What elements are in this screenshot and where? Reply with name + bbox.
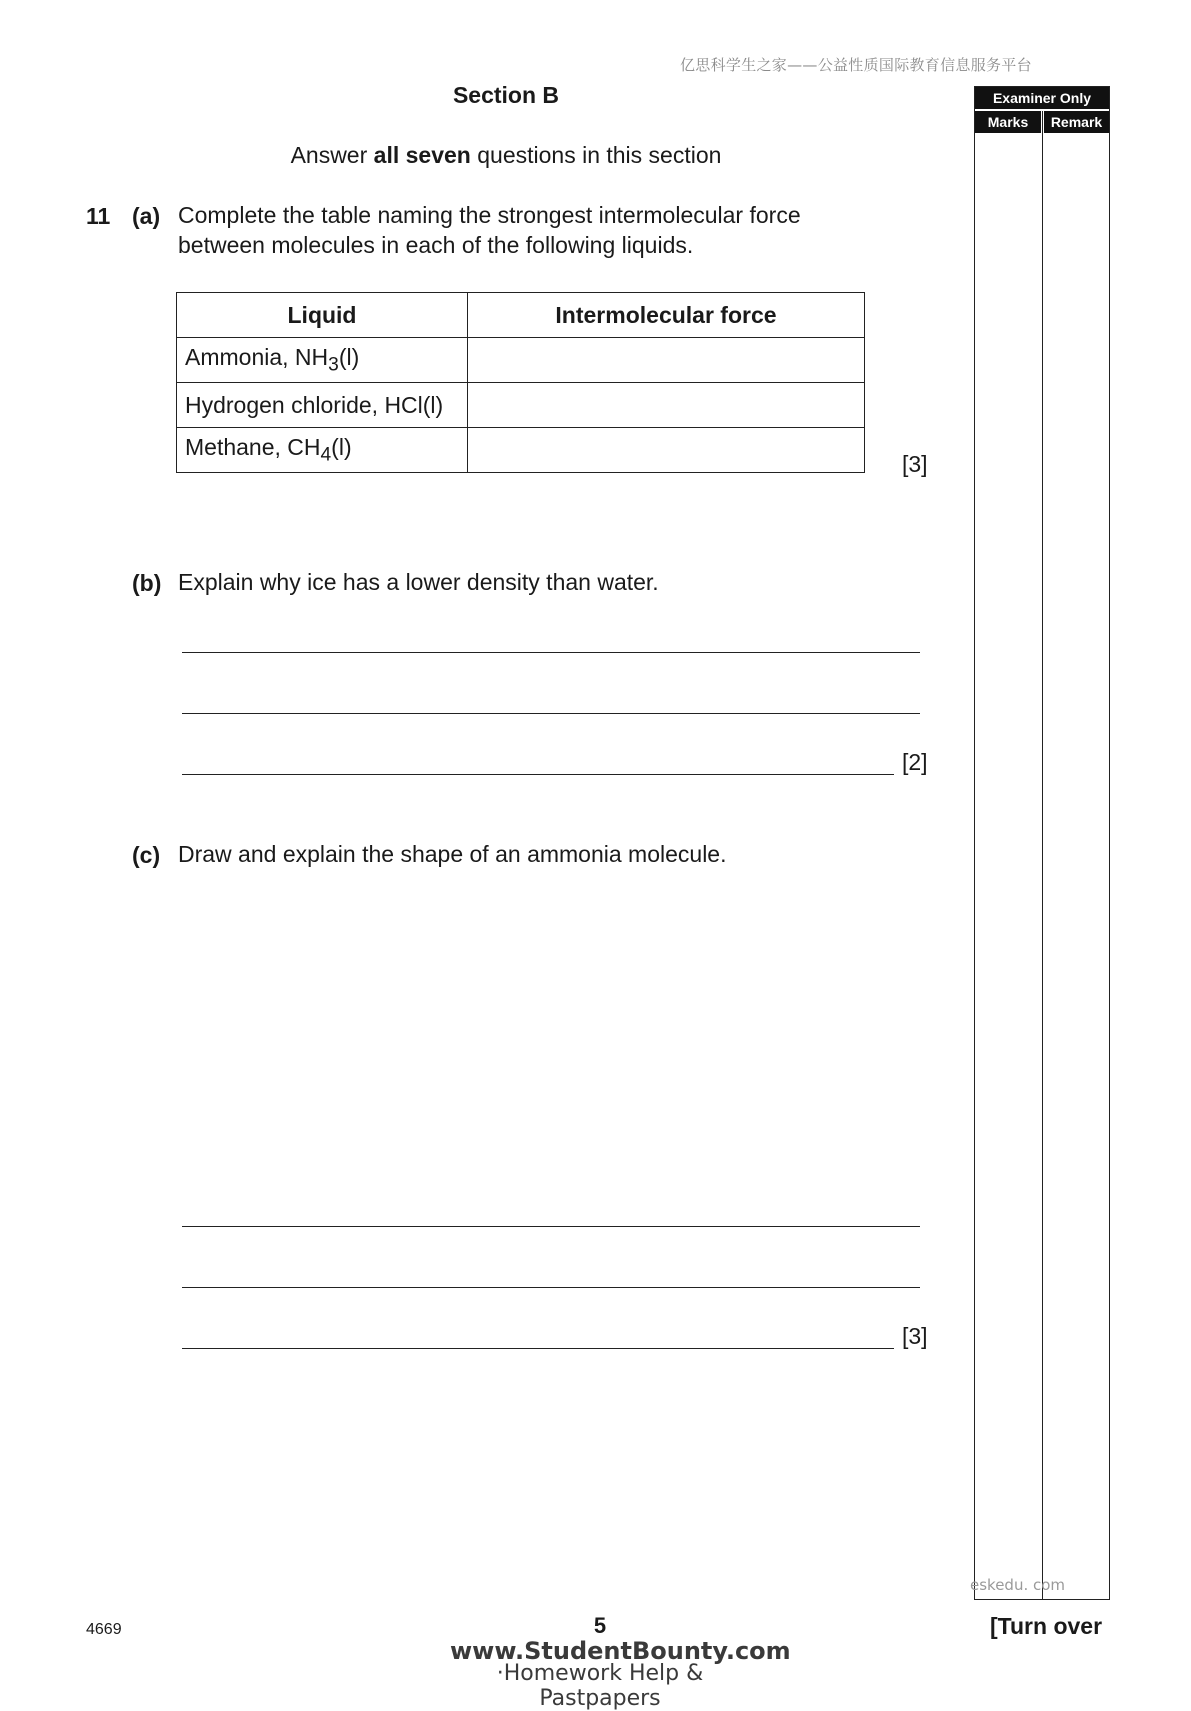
liquid-cell — [177, 338, 468, 383]
answer-cell[interactable] — [468, 428, 865, 473]
part-c-label: (c) — [132, 842, 161, 868]
column-divider — [1042, 111, 1043, 1599]
page-number: 5 — [593, 1613, 607, 1638]
liquid-name: Hydrogen chloride, HCl(l) — [185, 391, 444, 418]
liquid-name: Ammonia, NH — [185, 343, 329, 370]
answer-cell[interactable] — [468, 338, 865, 383]
header-liquid: Liquid — [177, 293, 468, 338]
liquid-cell — [177, 383, 468, 428]
watermark-small: eskedu. com — [970, 1576, 1066, 1594]
answer-cell[interactable] — [468, 383, 865, 428]
answer-line[interactable] — [182, 652, 920, 653]
part-a-line-2: between molecules in each of the following liquids. — [178, 232, 694, 258]
part-c-text: Draw and explain the shape of an ammonia molecule. — [178, 841, 727, 867]
examiner-only-header: Examiner Only — [975, 87, 1109, 109]
question-number: 11 — [86, 203, 111, 229]
answer-line[interactable] — [182, 713, 920, 714]
liquid-subscript: 4 — [320, 444, 332, 466]
examiner-only-box — [974, 86, 1110, 1600]
part-c-marks: [3] — [902, 1323, 928, 1349]
table-header-row — [177, 293, 865, 338]
answer-line[interactable] — [182, 1287, 920, 1288]
part-a-line-1: Complete the table naming the strongest intermolecular force — [178, 202, 801, 228]
part-a-marks: [3] — [902, 451, 928, 477]
answer-line[interactable] — [182, 1226, 920, 1227]
instruction-bold: all seven — [373, 142, 471, 168]
table-row — [177, 428, 865, 473]
table-row — [177, 383, 865, 428]
instruction-text — [200, 142, 812, 169]
studentbounty-url: www.StudentBounty.com — [450, 1637, 791, 1665]
part-b-text: Explain why ice has a lower density than water. — [178, 569, 659, 595]
drawing-area[interactable] — [178, 880, 918, 1200]
answer-line[interactable] — [182, 1348, 894, 1349]
part-a-text — [178, 200, 801, 260]
liquid-name: Methane, CH — [185, 433, 321, 460]
watermark-header: 亿思科学生之家——公益性质国际教育信息服务平台 — [680, 56, 1032, 74]
part-b-marks: [2] — [902, 749, 928, 775]
marks-column-header: Marks — [975, 111, 1041, 133]
liquid-state: (l) — [331, 433, 352, 460]
part-a-label: (a) — [132, 203, 161, 229]
paper-code: 4669 — [86, 1621, 122, 1638]
header-intermolecular-force: Intermolecular force — [468, 293, 865, 338]
instruction-prefix: Answer — [290, 142, 374, 168]
studentbounty-tagline: ·Homework Help & Pastpapers — [496, 1661, 704, 1711]
instruction-suffix: questions in this section — [470, 142, 722, 168]
turn-over-label: [Turn over — [990, 1613, 1103, 1639]
liquid-cell — [177, 428, 468, 473]
table-row — [177, 338, 865, 383]
section-title: Section B — [452, 82, 560, 108]
answer-line[interactable] — [182, 774, 894, 775]
intermolecular-force-table — [176, 292, 865, 473]
part-b-label: (b) — [132, 570, 162, 596]
liquid-state: (l) — [338, 343, 360, 370]
liquid-subscript: 3 — [328, 354, 339, 376]
remark-column-header: Remark — [1044, 111, 1109, 133]
